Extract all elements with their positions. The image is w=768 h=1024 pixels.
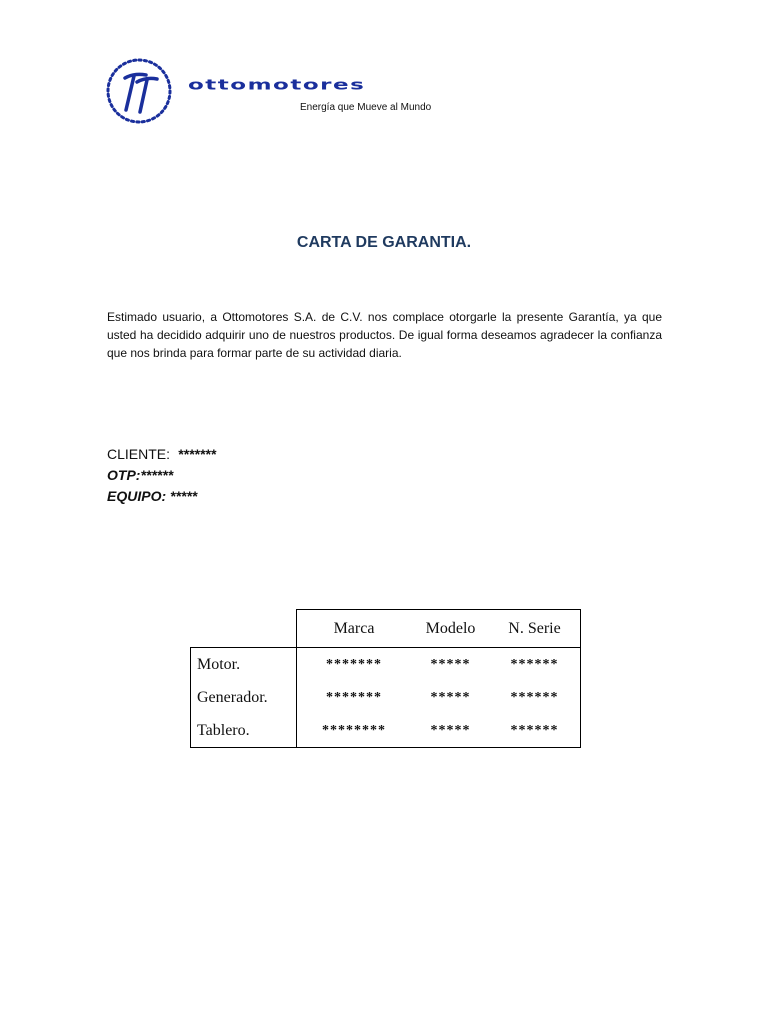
column-header: N. Serie: [490, 610, 581, 648]
customer-fields: [107, 444, 216, 507]
table-cell: *******: [326, 689, 382, 705]
table-cell: *******: [296, 648, 412, 682]
otp-value: ******: [140, 467, 174, 483]
table-cell: *****: [412, 648, 490, 682]
row-label: Tablero.: [191, 714, 297, 748]
client-field: [107, 444, 216, 465]
table-cell: ******: [490, 681, 581, 714]
client-value: *******: [177, 446, 216, 462]
otp-field: [107, 465, 216, 486]
table-cell: ******: [490, 648, 581, 682]
equipment-label: EQUIPO:: [107, 488, 167, 504]
row-label: Generador.: [191, 681, 297, 714]
row-label: Motor.: [191, 648, 297, 682]
tt-gear-emblem-icon: [104, 56, 174, 126]
table-cell: *****: [430, 689, 471, 705]
intro-paragraph: Estimado usuario, a Ottomotores S.A. de C.V. nos complace otorgarle la presente Garantía, ya que usted ha decidido adquirir uno de nuestros productos. De igual forma deseamos agradecer la confianza que nos brinda para formar parte de su actividad diaria.: [107, 310, 662, 360]
column-header: Marca: [296, 610, 412, 648]
equipment-table: [190, 609, 581, 748]
brand-wordmark: ottomotores: [188, 77, 366, 94]
table-corner-cell: [191, 610, 297, 648]
equipment-field: [107, 486, 216, 507]
table-cell: ********: [296, 714, 412, 748]
client-label: CLIENTE:: [107, 446, 171, 462]
table-cell: *****: [412, 714, 490, 748]
brand-tagline: Energía que Mueve al Mundo: [300, 102, 432, 113]
column-header: Modelo: [412, 610, 490, 648]
company-logo: [104, 56, 444, 126]
equipment-value: *****: [170, 488, 198, 504]
table-cell: ******: [490, 714, 581, 748]
table-row: [191, 648, 581, 682]
otp-label: OTP:: [107, 467, 141, 483]
table-row: [191, 681, 581, 714]
table-row: [191, 714, 581, 748]
document-title: CARTA DE GARANTIA.: [296, 234, 472, 251]
table-header-row: [191, 610, 581, 648]
